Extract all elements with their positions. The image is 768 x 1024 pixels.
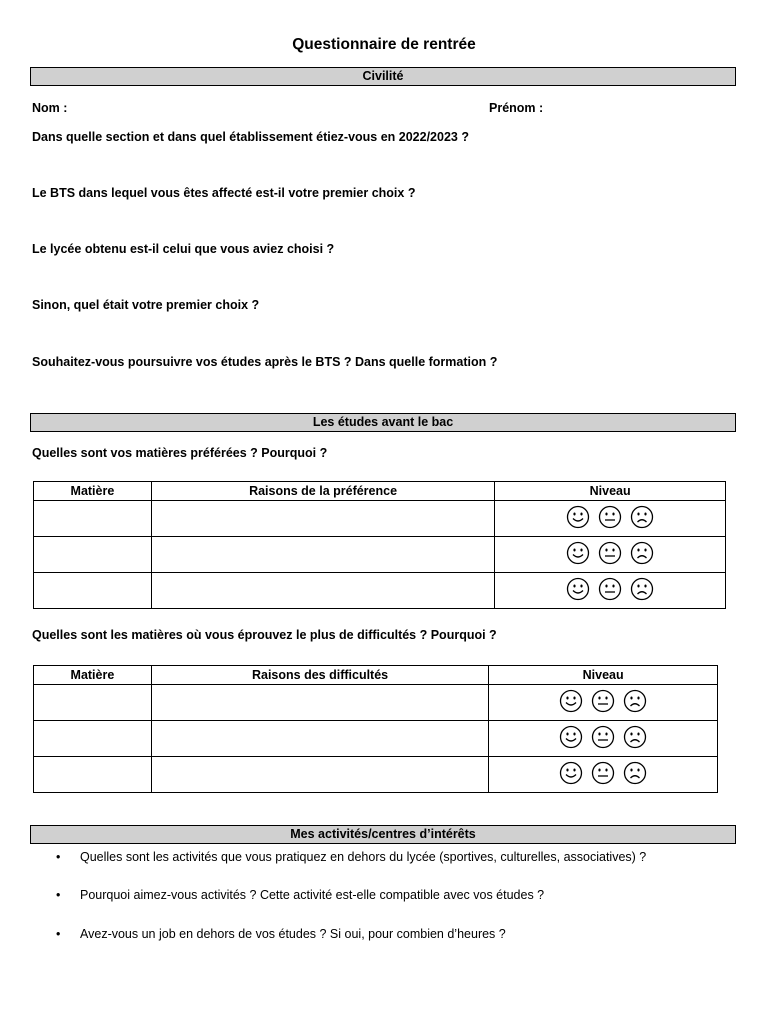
section-header-etudes: Les études avant le bac (30, 413, 736, 432)
happy-face-icon[interactable] (559, 689, 583, 713)
matiere-cell[interactable] (34, 501, 152, 537)
activity-question: Avez-vous un job en dehors de vos études ? Si oui, pour combien d’heures ? (80, 927, 506, 941)
niveau-cell (495, 573, 726, 609)
raisons-cell[interactable] (151, 537, 494, 573)
raisons-cell[interactable] (151, 501, 494, 537)
neutral-face-icon[interactable] (598, 541, 622, 565)
happy-face-icon[interactable] (566, 577, 590, 601)
list-item (56, 850, 646, 864)
bullet: • (56, 888, 61, 902)
nom-label: Nom : (32, 101, 68, 115)
sad-face-icon[interactable] (630, 541, 654, 565)
column-header-matiere: Matière (34, 482, 152, 501)
niveau-cell (489, 757, 718, 793)
activity-question: Pourquoi aimez-vous activités ? Cette activité est-elle compatible avec vos études ? (80, 888, 545, 902)
raisons-cell[interactable] (151, 757, 488, 793)
matiere-cell[interactable] (34, 685, 152, 721)
sad-face-icon[interactable] (623, 689, 647, 713)
neutral-face-icon[interactable] (598, 577, 622, 601)
sad-face-icon[interactable] (630, 505, 654, 529)
niveau-cell (495, 501, 726, 537)
question-bts-premier-choix: Le BTS dans lequel vous êtes affecté est-il votre premier choix ? (32, 186, 416, 200)
matiere-cell[interactable] (34, 757, 152, 793)
table-row (34, 501, 726, 537)
activity-question: Quelles sont les activités que vous pratiquez en dehors du lycée (sportives, culturelles, associatives) ? (80, 850, 647, 864)
bullet: • (56, 850, 61, 864)
table-row (34, 721, 718, 757)
happy-face-icon[interactable] (559, 725, 583, 749)
table-row (34, 573, 726, 609)
level-rating (563, 541, 657, 565)
happy-face-icon[interactable] (559, 761, 583, 785)
table-row (34, 537, 726, 573)
question-lycee-choisi: Le lycée obtenu est-il celui que vous aviez choisi ? (32, 242, 335, 256)
matiere-cell[interactable] (34, 573, 152, 609)
section-header-civilite: Civilité (30, 67, 736, 86)
sad-face-icon[interactable] (630, 577, 654, 601)
question-poursuite-etudes: Souhaitez-vous poursuivre vos études après le BTS ? Dans quelle formation ? (32, 355, 498, 369)
column-header-niveau: Niveau (495, 482, 726, 501)
neutral-face-icon[interactable] (591, 761, 615, 785)
raisons-cell[interactable] (151, 721, 488, 757)
level-rating (563, 505, 657, 529)
level-rating (556, 725, 650, 749)
prenom-label: Prénom : (489, 101, 544, 115)
matiere-cell[interactable] (34, 537, 152, 573)
question-matieres-preferees: Quelles sont vos matières préférées ? Pourquoi ? (32, 446, 328, 460)
list-item (56, 888, 544, 902)
column-header-matiere: Matière (34, 666, 152, 685)
question-matieres-difficiles: Quelles sont les matières où vous éprouvez le plus de difficultés ? Pourquoi ? (32, 628, 497, 642)
niveau-cell (489, 685, 718, 721)
bullet: • (56, 927, 61, 941)
column-header-raisons: Raisons de la préférence (151, 482, 494, 501)
column-header-niveau: Niveau (489, 666, 718, 685)
happy-face-icon[interactable] (566, 541, 590, 565)
list-item (56, 927, 506, 941)
matiere-cell[interactable] (34, 721, 152, 757)
question-section-etablissement: Dans quelle section et dans quel établissement étiez-vous en 2022/2023 ? (32, 130, 469, 144)
section-header-activites: Mes activités/centres d’intérêts (30, 825, 736, 844)
niveau-cell (489, 721, 718, 757)
neutral-face-icon[interactable] (591, 689, 615, 713)
sad-face-icon[interactable] (623, 761, 647, 785)
page-title: Questionnaire de rentrée (292, 36, 476, 53)
difficult-subjects-table (33, 665, 718, 793)
table-row (34, 757, 718, 793)
table-row (34, 685, 718, 721)
level-rating (556, 761, 650, 785)
raisons-cell[interactable] (151, 685, 488, 721)
level-rating (563, 577, 657, 601)
level-rating (556, 689, 650, 713)
preferred-subjects-table (33, 481, 726, 609)
question-premier-choix: Sinon, quel était votre premier choix ? (32, 298, 260, 312)
niveau-cell (495, 537, 726, 573)
neutral-face-icon[interactable] (591, 725, 615, 749)
column-header-raisons: Raisons des difficultés (151, 666, 488, 685)
neutral-face-icon[interactable] (598, 505, 622, 529)
raisons-cell[interactable] (151, 573, 494, 609)
happy-face-icon[interactable] (566, 505, 590, 529)
sad-face-icon[interactable] (623, 725, 647, 749)
